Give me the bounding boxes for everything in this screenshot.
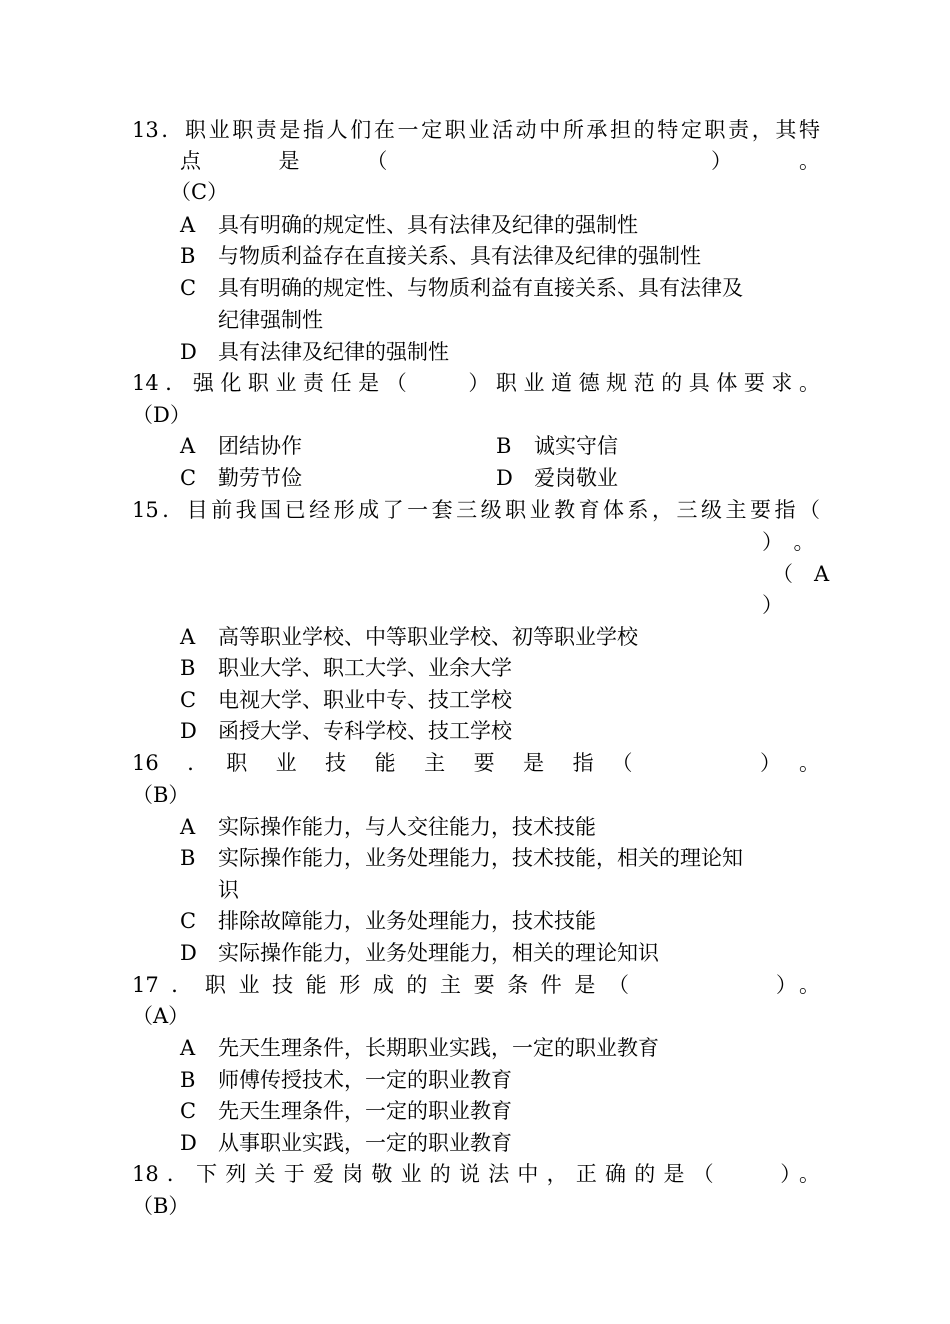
- question-13-option-b: [180, 243, 701, 269]
- option-text: 排除故障能力，业务处理能力，技术技能: [218, 909, 596, 933]
- option-text: 先天生理条件，一定的职业教育: [218, 1099, 512, 1123]
- question-15-option-b: [180, 655, 512, 681]
- question-15-option-c: [180, 687, 512, 713]
- question-17-option-b: [180, 1067, 512, 1093]
- option-text: 师傅传授技术，一定的职业教育: [218, 1068, 512, 1092]
- question-16-option-b: [180, 845, 743, 871]
- question-13-stem-line-2: 点 是 （ ） 。: [180, 149, 820, 173]
- question-15-answer-line-1: （ A: [772, 562, 830, 586]
- question-18-answer: （B）: [132, 1194, 190, 1218]
- question-13-answer: （C）: [170, 180, 229, 204]
- option-text: 具有明确的规定性、具有法律及纪律的强制性: [218, 213, 638, 237]
- option-letter: D: [496, 466, 513, 490]
- option-text: 从事职业实践，一定的职业教育: [218, 1131, 512, 1155]
- option-text: 先天生理条件，长期职业实践，一定的职业教育: [218, 1036, 659, 1060]
- question-13-stem-line-1: 13．职业职责是指人们在一定职业活动中所承担的特定职责，其特: [132, 118, 820, 142]
- option-letter: D: [180, 719, 197, 743]
- option-text: 诚实守信: [534, 434, 618, 458]
- option-letter: B: [180, 846, 196, 870]
- question-16-option-a: [180, 814, 596, 840]
- option-text: 具有法律及纪律的强制性: [218, 340, 449, 364]
- question-15-answer-line-2: ）: [762, 593, 783, 617]
- question-15-stem-line-2: ） 。: [762, 530, 815, 554]
- question-13-option-d: [180, 339, 449, 365]
- option-text: 勤劳节俭: [218, 466, 302, 490]
- option-text: 函授大学、专科学校、技工学校: [218, 719, 512, 743]
- question-16-option-b-wrap: 识: [218, 878, 239, 902]
- question-15-option-d: [180, 718, 512, 744]
- option-letter: C: [180, 688, 197, 712]
- question-13-option-c-wrap: 纪律强制性: [218, 308, 323, 332]
- option-text: 实际操作能力，业务处理能力，技术技能，相关的理论知: [218, 846, 743, 870]
- question-13-option-a: [180, 212, 638, 238]
- option-letter: A: [180, 625, 196, 649]
- option-letter: B: [180, 656, 196, 680]
- option-letter: D: [180, 1131, 197, 1155]
- question-14-option-b: [496, 433, 618, 459]
- option-text: 实际操作能力，与人交往能力，技术技能: [218, 815, 596, 839]
- option-letter: D: [180, 941, 197, 965]
- option-letter: B: [496, 434, 512, 458]
- question-14-stem: 14．强化职业责任是（ ）职业道德规范的具体要求。: [132, 371, 820, 395]
- question-13-option-c: [180, 275, 743, 301]
- option-letter: B: [180, 1068, 196, 1092]
- question-17-option-c: [180, 1098, 512, 1124]
- question-14-answer: （D）: [132, 403, 191, 427]
- question-15-stem-line-1: 15．目前我国已经形成了一套三级职业教育体系，三级主要指（: [132, 498, 820, 522]
- option-text: 职业大学、职工大学、业余大学: [218, 656, 512, 680]
- option-letter: A: [180, 1036, 196, 1060]
- question-14-option-d: [496, 465, 618, 491]
- option-letter: C: [180, 276, 197, 300]
- option-letter: A: [180, 213, 196, 237]
- question-16-stem: 16 ． 职 业 技 能 主 要 是 指 （ ） 。: [132, 751, 820, 775]
- option-letter: C: [180, 1099, 197, 1123]
- question-15-option-a: [180, 624, 638, 650]
- option-text: 电视大学、职业中专、技工学校: [218, 688, 512, 712]
- question-18-stem: 18．下列关于爱岗敬业的说法中，正确的是（ ）。: [132, 1162, 820, 1186]
- question-17-stem: 17．职业技能形成的主要条件是（ ）。: [132, 973, 820, 997]
- question-17-option-a: [180, 1035, 659, 1061]
- option-text: 团结协作: [218, 434, 302, 458]
- question-17-answer: （A）: [132, 1004, 190, 1028]
- option-letter: D: [180, 340, 197, 364]
- option-letter: A: [180, 815, 196, 839]
- question-16-answer: （B）: [132, 783, 190, 807]
- question-14-option-a: [180, 433, 302, 459]
- option-text: 实际操作能力，业务处理能力，相关的理论知识: [218, 941, 659, 965]
- option-letter: A: [180, 434, 196, 458]
- question-16-option-c: [180, 908, 596, 934]
- option-text: 高等职业学校、中等职业学校、初等职业学校: [218, 625, 638, 649]
- option-letter: C: [180, 909, 197, 933]
- option-text: 与物质利益存在直接关系、具有法律及纪律的强制性: [218, 244, 701, 268]
- question-17-option-d: [180, 1130, 512, 1156]
- question-16-option-d: [180, 940, 659, 966]
- option-text: 具有明确的规定性、与物质利益有直接关系、具有法律及: [218, 276, 743, 300]
- option-text: 爱岗敬业: [534, 466, 618, 490]
- option-letter: B: [180, 244, 196, 268]
- option-letter: C: [180, 466, 197, 490]
- question-14-option-c: [180, 465, 302, 491]
